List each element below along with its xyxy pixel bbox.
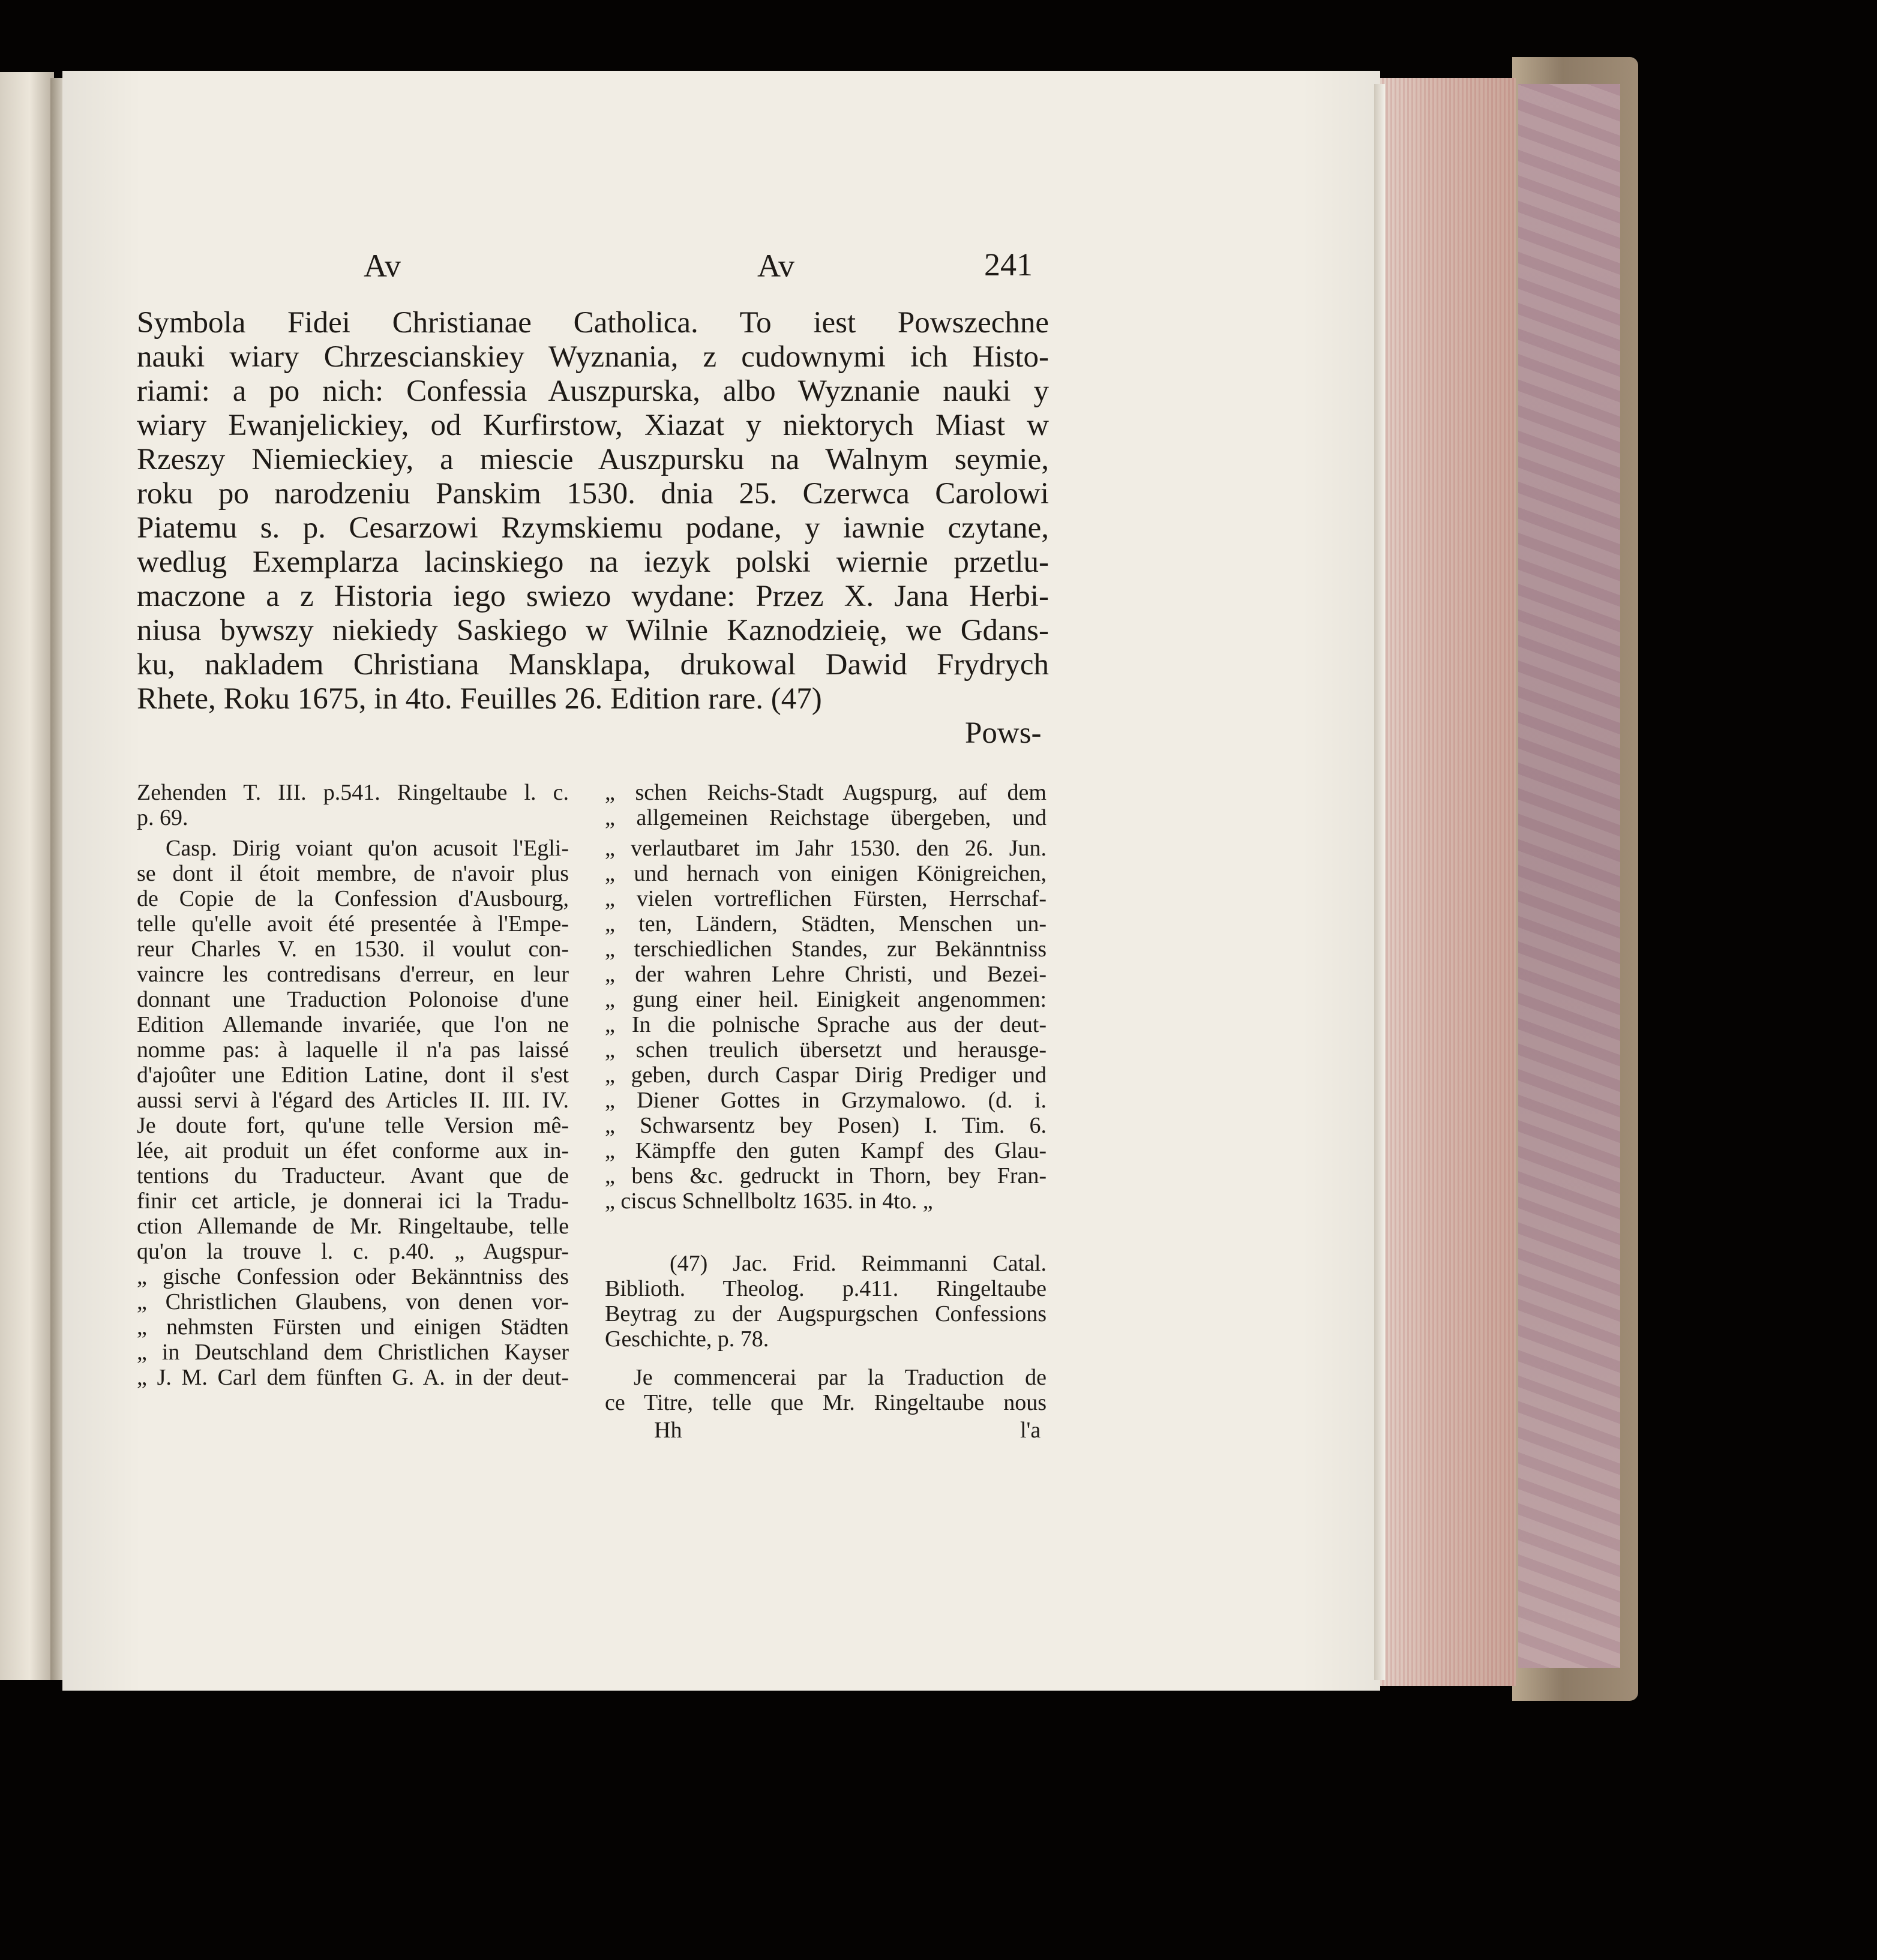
speckled-fore-edge bbox=[1378, 78, 1516, 1686]
right-column-line: „ terschiedlichen Standes, zur Bekänntniss bbox=[605, 937, 1047, 962]
left-column-line: „ in Deutschland dem Christlichen Kayser bbox=[137, 1340, 569, 1365]
main-text-line: Piatemu s. p. Cesarzowi Rzymskiemu podane, y iawnie czytane, bbox=[137, 511, 1049, 545]
left-column-line: ction Allemande de Mr. Ringeltaube, telle bbox=[137, 1214, 569, 1239]
right-column-line: „ schen Reichs-Stadt Augspurg, auf dem bbox=[605, 780, 1047, 805]
left-column-line: Zehenden T. III. p.541. Ringeltaube l. c. bbox=[137, 780, 569, 805]
footnote-line: Geschichte, p. 78. bbox=[605, 1326, 769, 1352]
right-column-line: „ Schwarsentz bey Posen) I. Tim. 6. bbox=[605, 1113, 1047, 1138]
catchword-bottom: l'a bbox=[1020, 1418, 1041, 1443]
right-column-line: „ bens &c. gedruckt in Thorn, bey Fran- bbox=[605, 1163, 1047, 1188]
main-text-line: niusa bywszy niekiedy Saskiego w Wilnie Kaznodzieię, we Gdans- bbox=[137, 614, 1049, 647]
right-column-line: „ der wahren Lehre Christi, und Bezei- bbox=[605, 962, 1047, 987]
running-head-left: Av bbox=[364, 248, 401, 284]
left-column-line: Edition Allemande invariée, que l'on ne bbox=[137, 1012, 569, 1037]
left-column-line: aussi servi à l'égard des Articles II. III. IV. bbox=[137, 1088, 569, 1113]
main-text-line: wedlug Exemplarza lacinskiego na iezyk polski wiernie przetlu- bbox=[137, 545, 1049, 579]
left-column-line: d'ajoûter une Edition Latine, dont il s'est bbox=[137, 1062, 569, 1088]
left-column-line: reur Charles V. en 1530. il voulut con- bbox=[137, 937, 569, 962]
right-column-line: „ schen treulich übersetzt und herausge- bbox=[605, 1037, 1047, 1062]
main-text-line: Symbola Fidei Christianae Catholica. To iest Powszechne bbox=[137, 306, 1049, 340]
left-column-line: se dont il étoit membre, de n'avoir plus bbox=[137, 861, 569, 886]
main-text-line: riami: a po nich: Confessia Auszpurska, albo Wyznanie nauki y bbox=[137, 374, 1049, 408]
left-column-line: „ nehmsten Fürsten und einigen Städten bbox=[137, 1314, 569, 1340]
left-column-line: p. 69. bbox=[137, 805, 188, 830]
main-text-line: wiary Ewanjelickiey, od Kurfirstow, Xiazat y niektorych Miast w bbox=[137, 409, 1049, 442]
main-text-line: Rhete, Roku 1675, in 4to. Feuilles 26. Edition rare. (47) bbox=[137, 682, 822, 716]
left-column-line: lée, ait produit un éfet conforme aux in- bbox=[137, 1138, 569, 1163]
signature-mark: Hh bbox=[654, 1418, 682, 1443]
verso-page-edge bbox=[0, 72, 54, 1680]
right-column-line: „ ten, Ländern, Städten, Menschen un- bbox=[605, 911, 1047, 937]
right-column-line: ce Titre, telle que Mr. Ringeltaube nous bbox=[605, 1390, 1047, 1415]
left-column-line: „ Christlichen Glaubens, von denen vor- bbox=[137, 1289, 569, 1314]
right-column-line: „ Kämpffe den guten Kampf des Glau- bbox=[605, 1138, 1047, 1163]
left-column-line: Je doute fort, qu'une telle Version mê- bbox=[137, 1113, 569, 1138]
main-text-line: roku po narodzeniu Panskim 1530. dnia 25. Czerwca Carolowi bbox=[137, 477, 1049, 511]
left-column-line: telle qu'elle avoit été presentée à l'Empe- bbox=[137, 911, 569, 937]
right-column-line: „ Diener Gottes in Grzymalowo. (d. i. bbox=[605, 1088, 1047, 1113]
main-text-line: ku, nakladem Christiana Mansklapa, drukowal Dawid Frydrych bbox=[137, 648, 1049, 682]
page-edge-strip bbox=[1374, 84, 1385, 1680]
right-column-line: „ geben, durch Caspar Dirig Prediger und bbox=[605, 1062, 1047, 1088]
left-column-line: qu'on la trouve l. c. p.40. „ Augspur- bbox=[137, 1239, 569, 1264]
right-column-line: „ und hernach von einigen Königreichen, bbox=[605, 861, 1047, 886]
marbled-endpaper bbox=[1518, 84, 1620, 1668]
main-text-line: nauki wiary Chrzescianskiey Wyznania, z cudownymi ich Histo- bbox=[137, 340, 1049, 374]
left-column-line: vaincre les contredisans d'erreur, en leur bbox=[137, 962, 569, 987]
left-column-line: finir cet article, je donnerai ici la Tradu- bbox=[137, 1188, 569, 1214]
left-column-line: Casp. Dirig voiant qu'on acusoit l'Egli- bbox=[166, 836, 569, 861]
right-column-line: „ verlautbaret im Jahr 1530. den 26. Jun. bbox=[605, 836, 1047, 861]
running-head-center: Av bbox=[757, 248, 794, 284]
left-column-line: de Copie de la Confession d'Ausbourg, bbox=[137, 886, 569, 911]
catchword-main: Pows- bbox=[965, 716, 1042, 750]
page-number: 241 bbox=[984, 247, 1033, 283]
left-column-line: „ J. M. Carl dem fünften G. A. in der deut- bbox=[137, 1365, 569, 1390]
left-column-line: donnant une Traduction Polonoise d'une bbox=[137, 987, 569, 1012]
footnote-line: Biblioth. Theolog. p.411. Ringeltaube bbox=[605, 1276, 1047, 1301]
footnote-line: Beytrag zu der Augspurgschen Confessions bbox=[605, 1301, 1047, 1326]
right-column-line: „ In die polnische Sprache aus der deut- bbox=[605, 1012, 1047, 1037]
footnote-line: (47) Jac. Frid. Reimmanni Catal. bbox=[670, 1251, 1047, 1276]
right-column-line: „ ciscus Schnellboltz 1635. in 4to. „ bbox=[605, 1188, 933, 1214]
main-text-line: Rzeszy Niemieckiey, a miescie Auszpursku na Walnym seymie, bbox=[137, 443, 1049, 476]
right-column-line: „ allgemeinen Reichstage übergeben, und bbox=[605, 805, 1047, 830]
left-column-line: „ gische Confession oder Bekänntniss des bbox=[137, 1264, 569, 1289]
left-column-line: nomme pas: à laquelle il n'a pas laissé bbox=[137, 1037, 569, 1062]
right-column-line: „ gung einer heil. Einigkeit angenommen: bbox=[605, 987, 1047, 1012]
right-column-line: Je commencerai par la Traduction de bbox=[634, 1365, 1047, 1390]
left-column-line: tentions du Traducteur. Avant que de bbox=[137, 1163, 569, 1188]
main-text-line: maczone a z Historia iego swiezo wydane: Przez X. Jana Herbi- bbox=[137, 580, 1049, 613]
right-column-line: „ vielen vortreflichen Fürsten, Herrschaf- bbox=[605, 886, 1047, 911]
